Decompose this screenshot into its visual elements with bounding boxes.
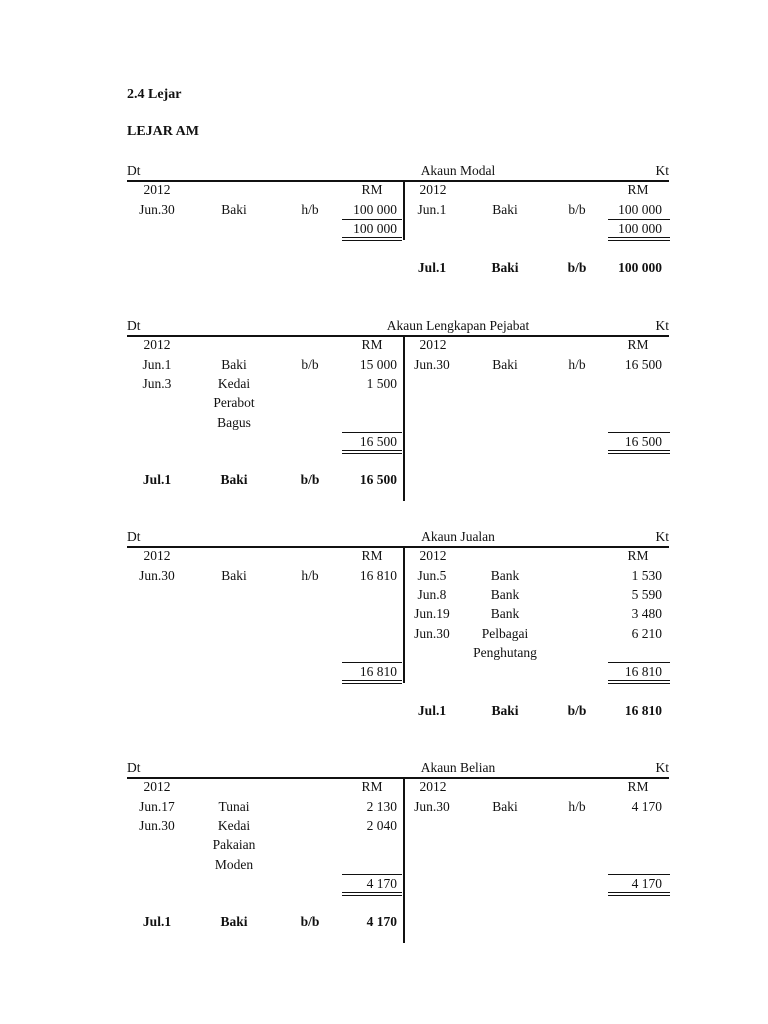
account-title: Akaun Modal [420, 163, 496, 178]
credit-label: Kt [655, 760, 669, 775]
account-title: Akaun Lengkapan Pejabat [386, 318, 530, 333]
account-center-divider [403, 336, 405, 501]
debit-description: Pakaian [212, 837, 256, 853]
debit-amount: 16 810 [359, 567, 397, 583]
right-year: 2012 [419, 779, 447, 795]
account-top-rule [127, 546, 669, 548]
credit-amount: 16 500 [624, 356, 662, 372]
credit-reference: b/b [568, 201, 586, 217]
credit-amount: 3 480 [631, 606, 662, 622]
debit-description: Kedai [217, 817, 251, 833]
credit-total-double-underline [608, 450, 670, 454]
credit-date: Jun.30 [414, 798, 450, 814]
right-year: 2012 [419, 548, 447, 564]
credit-date: Jun.19 [414, 606, 450, 622]
debit-total: 16 810 [359, 664, 397, 680]
debit-amount: 2 040 [366, 817, 397, 833]
debit-description: Tunai [218, 798, 250, 814]
credit-date: Jun.30 [414, 625, 450, 641]
debit-amount: 15 000 [359, 356, 397, 372]
right-currency: RM [627, 337, 649, 353]
debit-total: 16 500 [359, 433, 397, 449]
carry-description: Baki [491, 259, 519, 275]
ledger-title: LEJAR AM [127, 124, 199, 139]
carry-reference: b/b [567, 702, 587, 718]
carry-reference: b/b [567, 259, 587, 275]
debit-reference: b/b [301, 356, 319, 372]
credit-total: 16 810 [624, 664, 662, 680]
carry-description: Baki [491, 702, 519, 718]
debit-date: Jun.30 [139, 201, 175, 217]
credit-reference: h/b [568, 356, 586, 372]
carry-description: Baki [220, 472, 248, 488]
credit-total-double-underline [608, 237, 670, 241]
debit-description: Baki [221, 567, 247, 583]
right-year: 2012 [419, 337, 447, 353]
carry-amount: 16 500 [359, 472, 397, 488]
account-top-rule [127, 335, 669, 337]
carry-reference: b/b [300, 472, 320, 488]
debit-description: Perabot [213, 395, 255, 411]
debit-total-double-underline [342, 892, 402, 896]
debit-date: Jun.17 [139, 798, 175, 814]
credit-amount: 6 210 [631, 625, 662, 641]
carry-description: Baki [220, 914, 248, 930]
debit-total-double-underline [342, 237, 402, 241]
debit-reference: h/b [301, 567, 319, 583]
credit-description: Penghutang [473, 644, 537, 660]
debit-description: Bagus [217, 414, 251, 430]
credit-date: Jun.30 [414, 356, 450, 372]
credit-total: 100 000 [618, 220, 662, 236]
debit-reference: h/b [301, 201, 319, 217]
debit-description: Baki [221, 201, 247, 217]
debit-label: Dt [127, 529, 141, 544]
credit-description: Baki [492, 201, 518, 217]
credit-total: 4 170 [631, 875, 662, 891]
credit-description: Bank [490, 567, 520, 583]
carry-amount: 100 000 [618, 259, 662, 275]
right-currency: RM [627, 779, 649, 795]
debit-date: Jun.30 [139, 567, 175, 583]
debit-description: Kedai [217, 375, 251, 391]
debit-total-double-underline [342, 450, 402, 454]
debit-total-double-underline [342, 680, 402, 684]
account-top-rule [127, 180, 669, 182]
right-currency: RM [627, 548, 649, 564]
debit-label: Dt [127, 163, 141, 178]
credit-label: Kt [655, 318, 669, 333]
debit-label: Dt [127, 318, 141, 333]
credit-amount: 4 170 [631, 798, 662, 814]
credit-description: Bank [490, 586, 520, 602]
left-year: 2012 [143, 337, 171, 353]
carry-date: Jul.1 [417, 259, 447, 275]
carry-date: Jul.1 [142, 914, 172, 930]
credit-date: Jun.1 [417, 201, 447, 217]
carry-reference: b/b [300, 914, 320, 930]
credit-description: Bank [490, 606, 520, 622]
account-center-divider [403, 181, 405, 240]
credit-total: 16 500 [624, 433, 662, 449]
credit-amount: 100 000 [618, 201, 662, 217]
debit-amount: 1 500 [366, 375, 397, 391]
account-center-divider [403, 547, 405, 683]
debit-date: Jun.3 [142, 375, 172, 391]
debit-total: 4 170 [366, 875, 397, 891]
credit-label: Kt [655, 529, 669, 544]
account-center-divider [403, 778, 405, 943]
account-title: Akaun Belian [420, 760, 496, 775]
debit-amount: 2 130 [366, 798, 397, 814]
left-currency: RM [361, 182, 383, 198]
carry-amount: 16 810 [624, 702, 662, 718]
account-title: Akaun Jualan [421, 529, 495, 544]
account-top-rule [127, 777, 669, 779]
debit-date: Jun.30 [139, 817, 175, 833]
credit-description: Baki [492, 356, 518, 372]
debit-amount: 100 000 [353, 201, 397, 217]
credit-amount: 5 590 [631, 586, 662, 602]
left-currency: RM [361, 779, 383, 795]
debit-label: Dt [127, 760, 141, 775]
left-currency: RM [361, 337, 383, 353]
debit-description: Baki [221, 356, 247, 372]
debit-total: 100 000 [353, 220, 397, 236]
section-title: 2.4 Lejar [127, 87, 182, 102]
credit-description: Baki [492, 798, 518, 814]
right-currency: RM [627, 182, 649, 198]
credit-total-double-underline [608, 680, 670, 684]
credit-description: Pelbagai [481, 625, 529, 641]
credit-reference: h/b [568, 798, 586, 814]
right-year: 2012 [419, 182, 447, 198]
credit-date: Jun.8 [417, 586, 447, 602]
debit-date: Jun.1 [142, 356, 172, 372]
debit-description: Moden [214, 856, 254, 872]
carry-date: Jul.1 [417, 702, 447, 718]
credit-label: Kt [655, 163, 669, 178]
credit-date: Jun.5 [417, 567, 447, 583]
left-year: 2012 [143, 548, 171, 564]
left-year: 2012 [143, 182, 171, 198]
carry-date: Jul.1 [142, 472, 172, 488]
left-currency: RM [361, 548, 383, 564]
carry-amount: 4 170 [366, 914, 397, 930]
left-year: 2012 [143, 779, 171, 795]
credit-total-double-underline [608, 892, 670, 896]
credit-amount: 1 530 [631, 567, 662, 583]
